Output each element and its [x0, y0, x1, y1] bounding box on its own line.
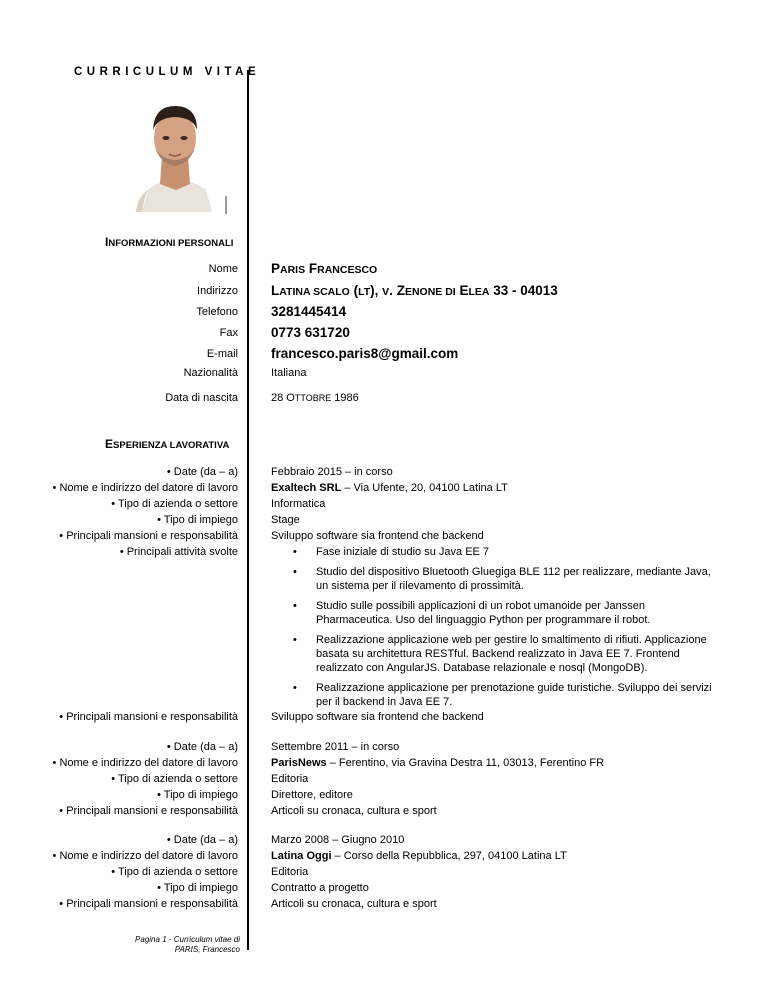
job1-duties-2: Sviluppo software sia frontend che backend [271, 711, 484, 723]
value-nome: PARIS FRANCESCO [271, 261, 378, 276]
job1-duties: Sviluppo software sia frontend che backend [271, 530, 484, 542]
label-azienda: • Tipo di azienda o settore [111, 498, 238, 510]
job1-employer: Exaltech SRL – Via Ufente, 20, 04100 Latina LT [271, 482, 508, 494]
label-mansioni: • Principali mansioni e responsabilità [59, 530, 238, 542]
job2-type: Direttore, editore [271, 789, 353, 801]
label-mansioni: • Principali mansioni e responsabilità [59, 805, 238, 817]
job2-sector: Editoria [271, 773, 309, 785]
list-item: • Realizzazione applicazione per prenotazione guide turistiche. Sviluppo dei servizi per il backend in Java EE 7. [293, 682, 712, 708]
label-mansioni: • Principali mansioni e responsabilità [59, 711, 238, 723]
page-title: CURRICULUM VITAE [74, 66, 261, 78]
bullet-dot-icon: • [293, 600, 297, 612]
bullet-dot-icon: • [293, 546, 297, 558]
label-nascita: Data di nascita [165, 392, 238, 404]
label-telefono: Telefono [196, 306, 238, 318]
label-datore: • Nome e indirizzo del datore di lavoro [52, 482, 238, 494]
label-datore: • Nome e indirizzo del datore di lavoro [52, 850, 238, 862]
job3-employer: Latina Oggi – Corso della Repubblica, 297, 04100 Latina LT [271, 850, 567, 862]
label-impiego: • Tipo di impiego [157, 882, 238, 894]
profile-photo [122, 86, 228, 216]
job3-date: Marzo 2008 – Giugno 2010 [271, 834, 405, 846]
label-email: E-mail [206, 348, 238, 360]
bullet-dot-icon: • [293, 682, 297, 694]
label-date: • Date (da – a) [166, 741, 238, 753]
value-fax: 0773 631720 [271, 325, 350, 340]
label-attivita: • Principali attività svolte [119, 546, 238, 558]
page-footer [114, 935, 240, 955]
footer-line-2: PARIS, Francesco [174, 945, 240, 954]
label-nazionalita: Nazionalità [183, 367, 238, 379]
job3-type: Contratto a progetto [271, 882, 369, 894]
section-title-experience: ESPERIENZA LAVORATIVA [105, 437, 230, 451]
job2-employer: ParisNews – Ferentino, via Gravina Destra 11, 03013, Ferentino FR [271, 757, 605, 769]
footer-line-1: Pagina 1 - Curriculum vitae di [135, 935, 240, 944]
bullet-dot-icon: • [293, 566, 297, 578]
value-nascita: 28 OTTOBRE 1986 [271, 392, 359, 404]
job1-activities-list [271, 545, 721, 715]
label-impiego: • Tipo di impiego [157, 789, 238, 801]
list-item: • Fase iniziale di studio su Java EE 7 [293, 546, 490, 558]
label-azienda: • Tipo di azienda o settore [111, 866, 238, 878]
job3-duties: Articoli su cronaca, cultura e sport [271, 898, 437, 910]
label-fax: Fax [219, 327, 238, 339]
label-indirizzo: Indirizzo [197, 285, 238, 297]
value-nazionalita: Italiana [271, 367, 307, 379]
list-item: • Realizzazione applicazione web per gestire lo smaltimento di rifiuti. Applicazione basata su architettura RESTful. Backend realizzato in Java EE 7. Frontend realizzato con AngularJS. Database relazionale e nosql (MongoDB). [293, 634, 707, 674]
job1-date: Febbraio 2015 – in corso [271, 466, 393, 478]
job2-duties: Articoli su cronaca, cultura e sport [271, 805, 437, 817]
job3-sector: Editoria [271, 866, 309, 878]
job1-sector: Informatica [271, 498, 326, 510]
vertical-divider [247, 70, 249, 950]
bullet-dot-icon: • [293, 634, 297, 646]
label-nome: Nome [208, 263, 238, 275]
label-date: • Date (da – a) [166, 466, 238, 478]
value-telefono: 3281445414 [271, 304, 347, 319]
value-email: francesco.paris8@gmail.com [271, 346, 459, 361]
section-title-personal: INFORMAZIONI PERSONALI [105, 235, 234, 249]
list-item: • Studio sulle possibili applicazioni di un robot umanoide per Janssen Pharmaceutica. Uso del linguaggio Python per programmare il robot. [293, 600, 651, 626]
label-mansioni: • Principali mansioni e responsabilità [59, 898, 238, 910]
label-impiego: • Tipo di impiego [157, 514, 238, 526]
page-number: 1 [162, 935, 167, 944]
label-azienda: • Tipo di azienda o settore [111, 773, 238, 785]
label-datore: • Nome e indirizzo del datore di lavoro [52, 757, 238, 769]
list-item: • Studio del dispositivo Bluetooth Gluegiga BLE 112 per realizzare, mediante Java, un sistema per il rilevamento di prossimità. [293, 566, 711, 592]
job1-type: Stage [271, 514, 300, 526]
label-date: • Date (da – a) [166, 834, 238, 846]
job2-date: Settembre 2011 – in corso [271, 741, 400, 753]
value-indirizzo: LATINA SCALO (LT), V. ZENONE DI ELEA 33 - 04013 [271, 283, 558, 298]
